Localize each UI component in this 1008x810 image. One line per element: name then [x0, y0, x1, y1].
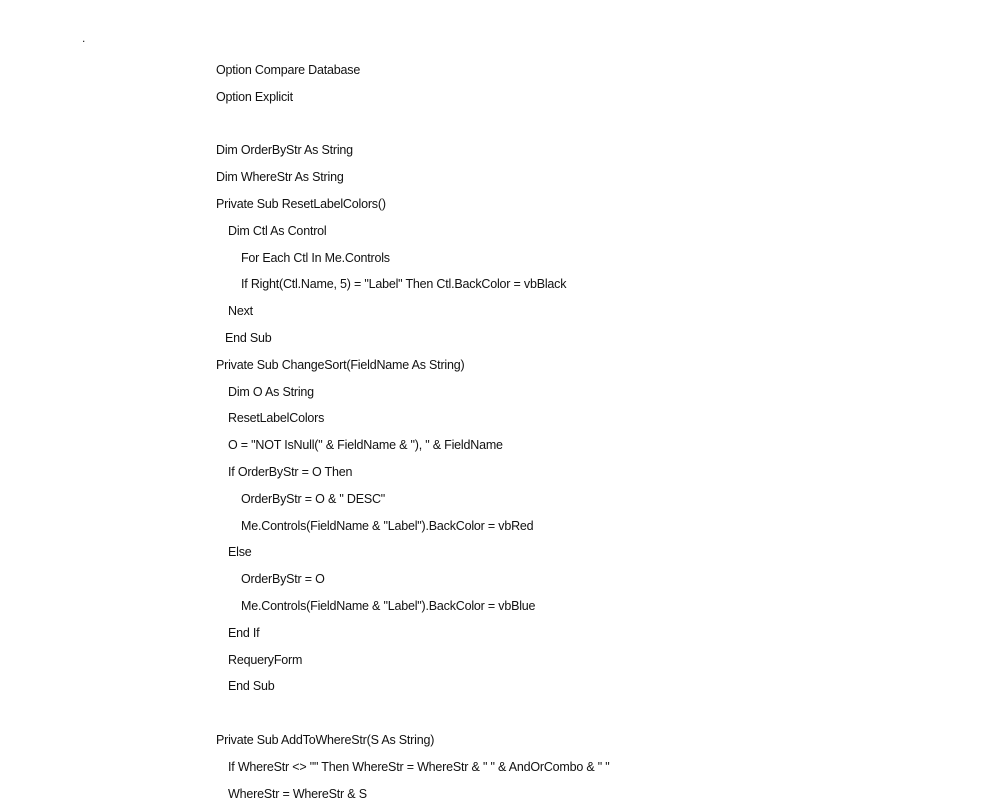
- code-line: Next: [228, 304, 253, 319]
- blank-line: [216, 114, 610, 141]
- code-line: Else: [228, 545, 252, 560]
- code-line: Me.Controls(FieldName & "Label").BackColor = vbBlue: [241, 598, 536, 613]
- blank-line: [216, 703, 610, 730]
- code-listing: [216, 60, 610, 810]
- code-line: If Right(Ctl.Name, 5) = "Label" Then Ctl.BackColor = vbBlack: [241, 277, 567, 292]
- code-line: End Sub: [228, 679, 275, 694]
- code-line: Private Sub AddToWhereStr(S As String): [216, 732, 435, 747]
- code-line: OrderByStr = O: [241, 572, 325, 587]
- code-line: O = "NOT IsNull(" & FieldName & "), " & FieldName: [228, 438, 503, 453]
- code-line: If WhereStr <> "" Then WhereStr = WhereStr & " " & AndOrCombo & " ": [228, 759, 610, 774]
- code-line: Option Compare Database: [216, 63, 361, 77]
- code-line: OrderByStr = O & " DESC": [241, 491, 386, 506]
- corner-mark: .: [82, 31, 86, 45]
- code-line: WhereStr = WhereStr & S: [228, 786, 367, 801]
- code-line: RequeryForm: [228, 652, 303, 667]
- code-line: Dim WhereStr As String: [216, 170, 344, 185]
- code-line: End If: [228, 625, 260, 640]
- code-line: Private Sub ResetLabelColors(): [216, 196, 386, 211]
- code-line: End Sub: [225, 330, 272, 345]
- code-line: Me.Controls(FieldName & "Label").BackColor = vbRed: [241, 518, 534, 533]
- code-line: Dim OrderByStr As String: [216, 143, 353, 158]
- code-line: If OrderByStr = O Then: [228, 464, 353, 479]
- code-line: ResetLabelColors: [228, 411, 325, 426]
- code-line: Dim Ctl As Control: [228, 223, 327, 238]
- code-line: Option Explicit: [216, 89, 293, 104]
- code-line: Dim O As String: [228, 384, 314, 399]
- code-line: For Each Ctl In Me.Controls: [241, 250, 390, 265]
- code-line: Private Sub ChangeSort(FieldName As String): [216, 357, 465, 372]
